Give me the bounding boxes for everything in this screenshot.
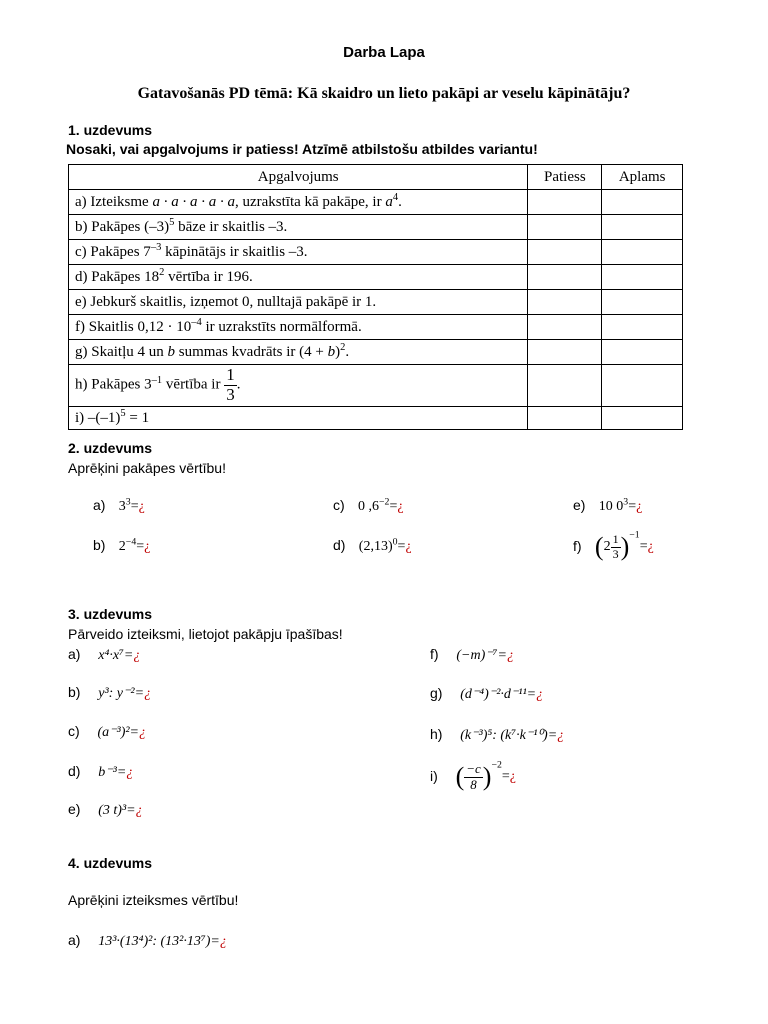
task3-item-e: e) (3 t)³=¿ <box>68 801 143 818</box>
statement-h: h) Pakāpes $3^{-1}$ vērtība ir $\frac{1}{3}$ . <box>69 365 528 407</box>
task3-item-i: i) ( $\frac{-c}{8}$ )$^{-2}$=¿ <box>430 759 517 792</box>
false-checkbox-e[interactable] <box>602 290 683 315</box>
page-subtitle: Gatavošanās PD tēmā: Kā skaidro un lieto pakāpi ar veselu kāpinātāju? <box>137 85 631 102</box>
table-row <box>69 315 683 340</box>
table-row <box>69 190 683 215</box>
fraction: $\frac{-c}{8}$ <box>466 761 481 792</box>
task3-item-f: f) (−m)⁻⁷=¿ <box>430 646 514 663</box>
answer-blank[interactable]: ¿ <box>636 499 643 514</box>
task3-item-b: b) y³: y⁻²=¿ <box>68 684 152 701</box>
task3-item-d: d) b⁻³=¿ <box>68 763 134 780</box>
true-checkbox-g[interactable] <box>528 340 602 365</box>
task2-item-e: e) 10 $0^3=¿$ <box>573 496 643 514</box>
task3-item-a: a) x⁴·x⁷=¿ <box>68 646 141 663</box>
statement-i: i) $-(-1)^5 = 1$ <box>69 407 528 430</box>
table-row <box>69 340 683 365</box>
task2-heading: 2. uzdevums <box>68 440 153 456</box>
fraction: $\frac{1}{3}$ <box>612 532 619 561</box>
false-checkbox-h[interactable] <box>602 365 683 407</box>
statement-a: a) Izteiksme a · a · a · a · a, uzrakstīta kā pakāpe, ir $a^4$. <box>69 190 528 215</box>
task4-instruction: Aprēķini izteiksmes vērtību! <box>68 892 239 908</box>
true-checkbox-h[interactable] <box>528 365 602 407</box>
true-checkbox-c[interactable] <box>528 240 602 265</box>
true-checkbox-f[interactable] <box>528 315 602 340</box>
true-checkbox-a[interactable] <box>528 190 602 215</box>
column-header-statement: Apgalvojums <box>69 165 528 190</box>
answer-blank[interactable]: ¿ <box>557 728 565 743</box>
false-checkbox-c[interactable] <box>602 240 683 265</box>
answer-blank[interactable]: ¿ <box>135 803 143 818</box>
answer-blank[interactable]: ¿ <box>536 687 544 702</box>
task3-item-g: g) (d⁻⁴)⁻²·d⁻¹¹=¿ <box>430 685 544 702</box>
task2-item-f: f) (2 $\frac{1}{3}$ )$^{-1}$=¿ <box>573 529 654 561</box>
task3-heading: 3. uzdevums <box>68 606 153 622</box>
answer-blank[interactable]: ¿ <box>506 648 514 663</box>
false-checkbox-a[interactable] <box>602 190 683 215</box>
true-checkbox-b[interactable] <box>528 215 602 240</box>
task2-instruction: Aprēķini pakāpes vērtību! <box>68 460 226 476</box>
answer-blank[interactable]: ¿ <box>138 499 145 514</box>
true-checkbox-d[interactable] <box>528 265 602 290</box>
false-checkbox-i[interactable] <box>602 407 683 430</box>
task3-item-c: c) (a⁻³)²=¿ <box>68 723 147 740</box>
false-checkbox-f[interactable] <box>602 315 683 340</box>
fraction: $\frac{1}{3}$ <box>226 365 235 404</box>
statement-g: g) Skaitļu 4 un b summas kvadrāts ir $(4 + b)^2$. <box>69 340 528 365</box>
task2-item-c: c) 0 $,6^{-2}=¿$ <box>333 496 404 514</box>
answer-blank[interactable]: ¿ <box>139 725 147 740</box>
answer-blank[interactable]: ¿ <box>405 539 412 554</box>
answer-blank[interactable]: ¿ <box>144 686 152 701</box>
answer-blank[interactable]: ¿ <box>647 539 654 554</box>
task2-item-d: d) $(2,13)^0=¿$ <box>333 536 412 554</box>
false-checkbox-b[interactable] <box>602 215 683 240</box>
true-checkbox-i[interactable] <box>528 407 602 430</box>
task4-item-a: a) 13³·(13⁴)²: (13²·13⁷)=¿ <box>68 932 227 949</box>
statement-b: b) Pakāpes $(-3)^5$ bāze ir skaitlis –3. <box>69 215 528 240</box>
answer-blank[interactable]: ¿ <box>397 499 404 514</box>
column-header-false: Aplams <box>602 165 683 190</box>
answer-blank[interactable]: ¿ <box>133 648 141 663</box>
statement-e: e) Jebkurš skaitlis, izņemot 0, nulltajā pakāpē ir 1. <box>69 290 528 315</box>
answer-blank[interactable]: ¿ <box>509 769 517 784</box>
answer-blank[interactable]: ¿ <box>144 539 151 554</box>
column-header-true: Patiess <box>528 165 602 190</box>
task1-heading: 1. uzdevums <box>68 122 153 138</box>
task1-instruction: Nosaki, vai apgalvojums ir patiess! Atzīmē atbilstošu atbildes variantu! <box>66 141 538 157</box>
table-header-row <box>69 165 683 190</box>
task3-instruction: Pārveido izteiksmi, lietojot pakāpju īpašības! <box>68 626 343 642</box>
table-row <box>69 365 683 407</box>
table-row <box>69 240 683 265</box>
false-checkbox-d[interactable] <box>602 265 683 290</box>
table-row <box>69 407 683 430</box>
statement-c: c) Pakāpes $7^{-3}$ kāpinātājs ir skaitlis –3. <box>69 240 528 265</box>
page-title: Darba Lapa <box>343 44 425 61</box>
true-checkbox-e[interactable] <box>528 290 602 315</box>
task4-heading: 4. uzdevums <box>68 855 153 871</box>
answer-blank[interactable]: ¿ <box>126 765 134 780</box>
statement-f: f) Skaitlis $0,12 \cdot 10^{-4}$ ir uzrakstīts normālformā. <box>69 315 528 340</box>
task2-item-a: a) $3^3=¿$ <box>93 496 145 514</box>
task2-item-b: b) $2^{-4}=¿$ <box>93 536 151 554</box>
statement-table <box>68 164 683 430</box>
table-row <box>69 265 683 290</box>
table-row <box>69 215 683 240</box>
false-checkbox-g[interactable] <box>602 340 683 365</box>
answer-blank[interactable]: ¿ <box>219 934 227 949</box>
table-row <box>69 290 683 315</box>
statement-d: d) Pakāpes $18^2$ vērtība ir 196. <box>69 265 528 290</box>
task3-item-h: h) (k⁻³)⁵: (k⁷·k⁻¹⁰)=¿ <box>430 726 565 743</box>
